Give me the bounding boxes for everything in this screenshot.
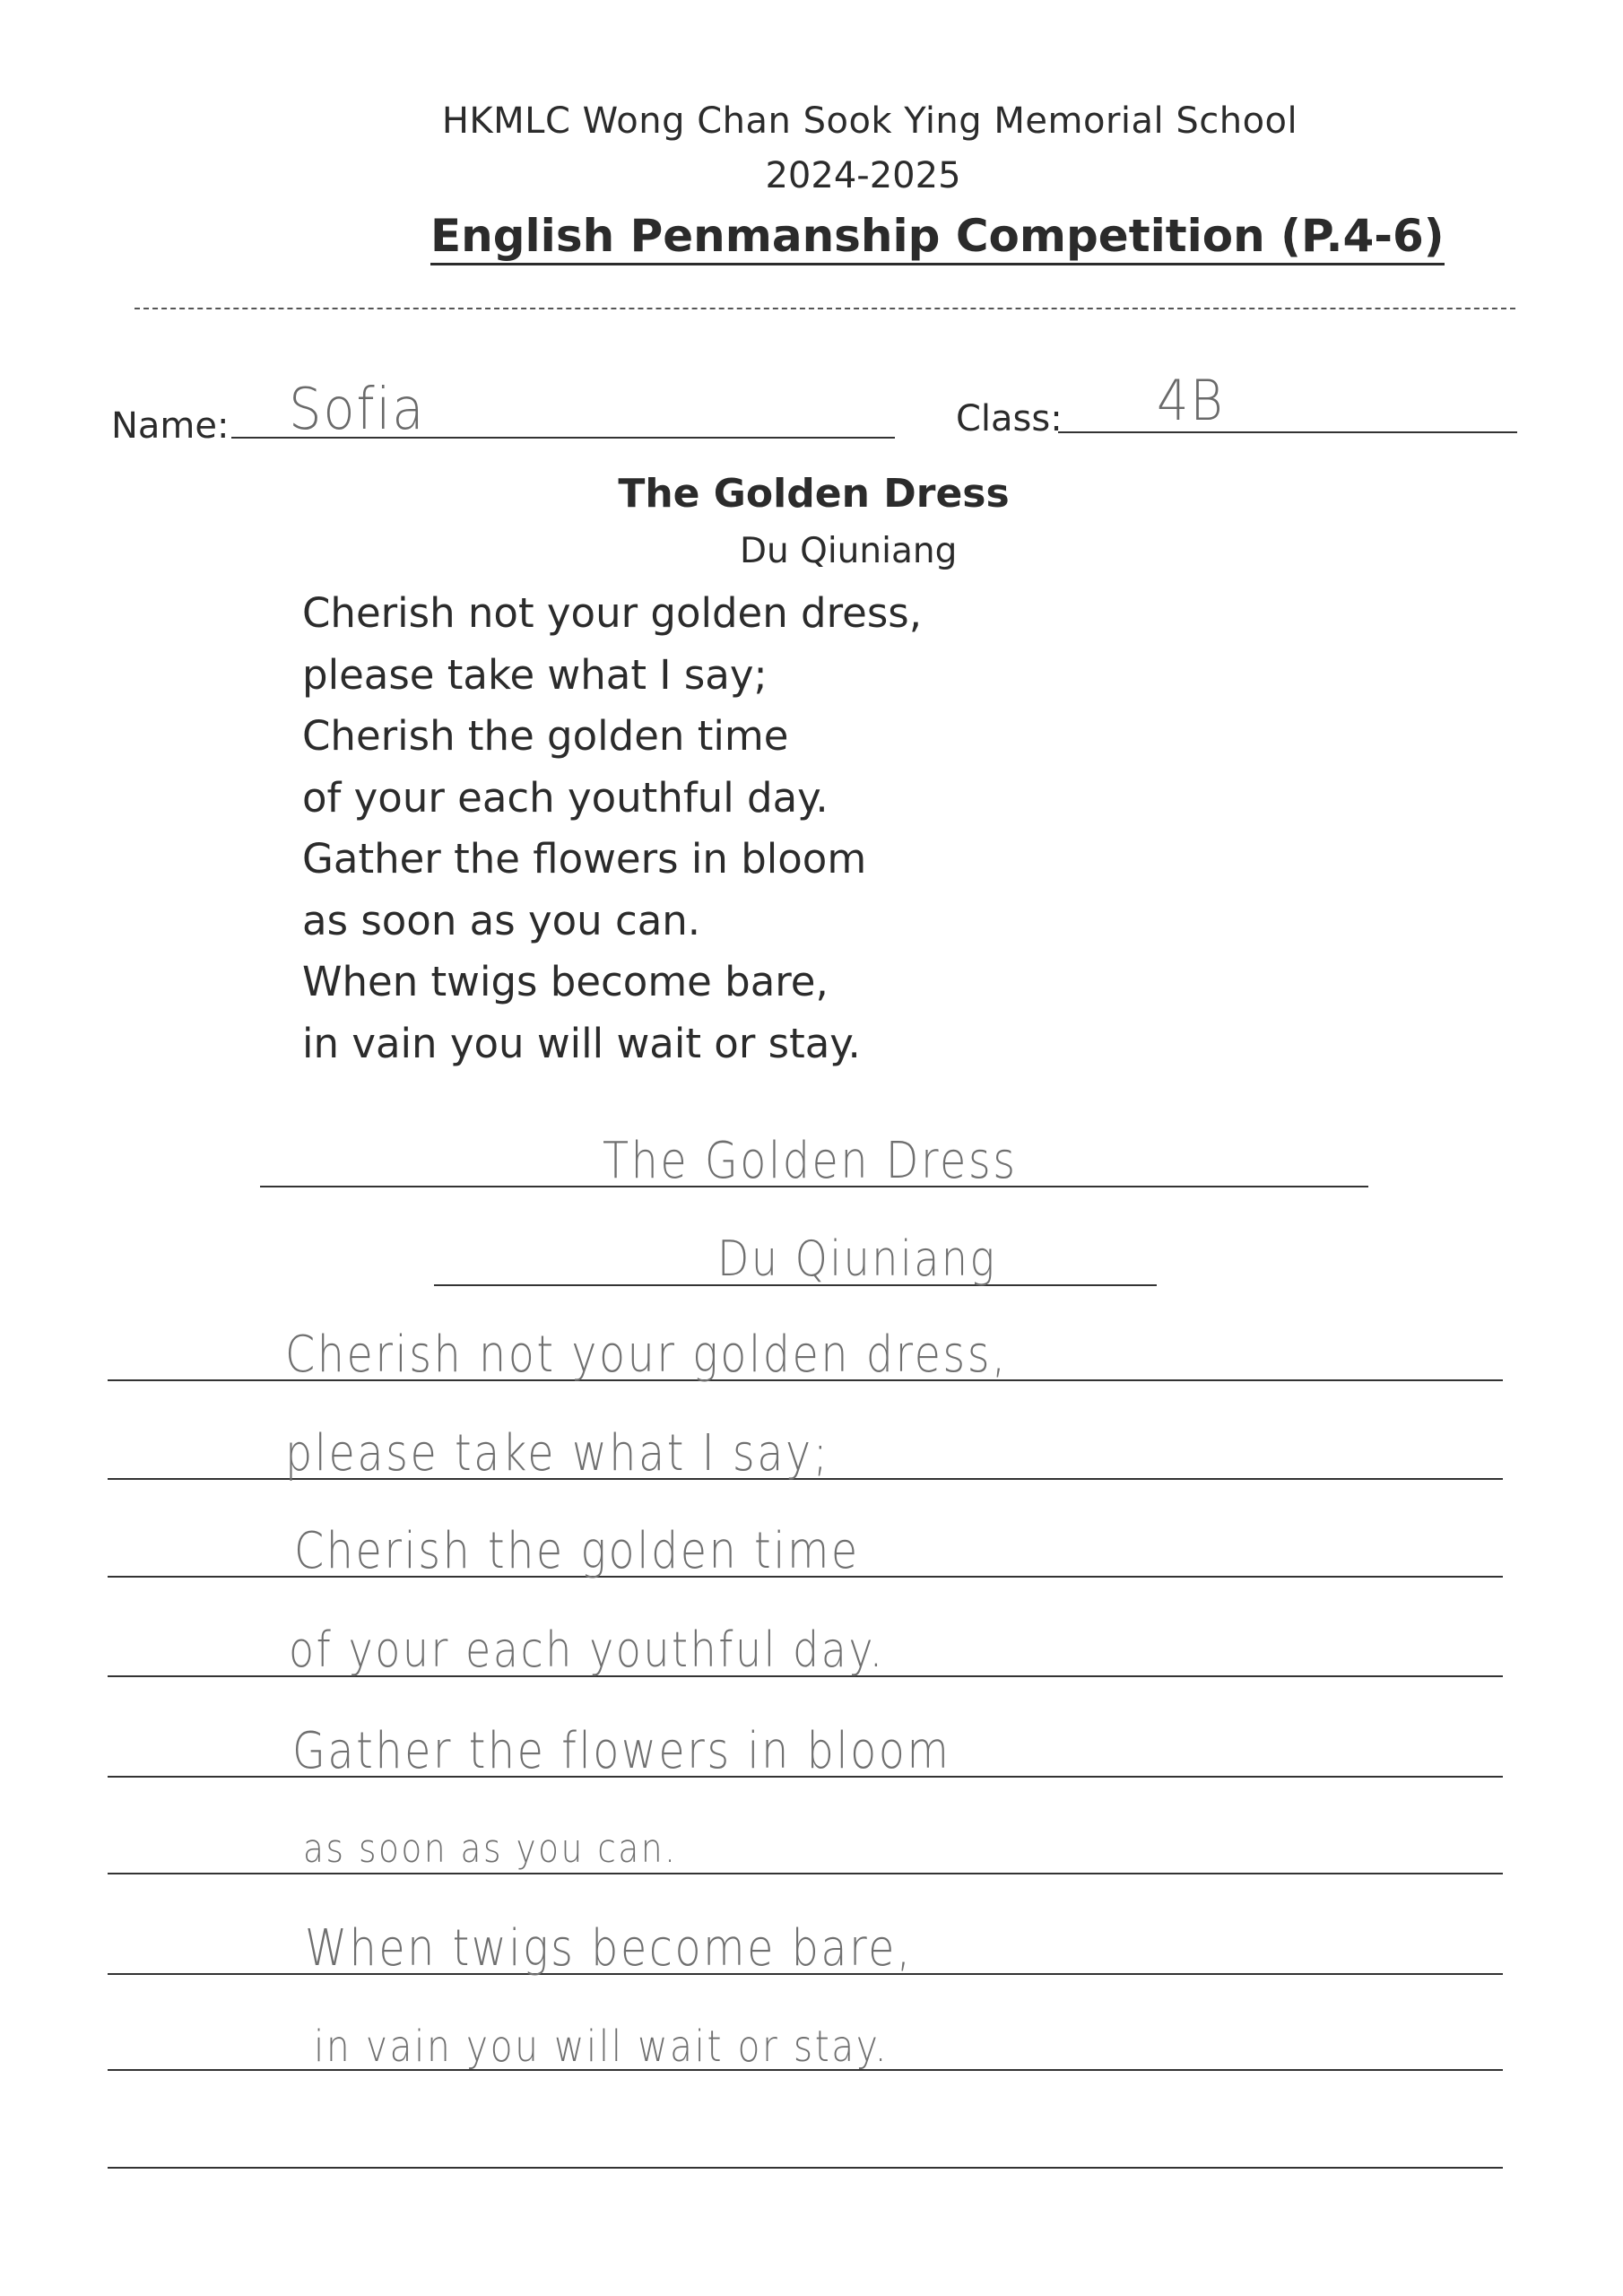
class-handwritten: 4B — [1157, 368, 1225, 433]
writing-line — [108, 1873, 1503, 1874]
poem-line: please take what I say; — [302, 650, 768, 699]
dashed-divider — [135, 308, 1515, 309]
poem-line: When twigs become bare, — [302, 958, 829, 1005]
handwritten-line: When twigs become bare, — [305, 1919, 913, 1978]
class-label: Class: — [956, 398, 1063, 439]
handwritten-title: The Golden Dress — [603, 1132, 1018, 1190]
poem-author: Du Qiuniang — [740, 531, 958, 571]
handwritten-line: in vain you will wait or stay. — [314, 2022, 890, 2072]
school-year: 2024-2025 — [765, 155, 961, 196]
handwritten-line: Cherish not your golden dress, — [285, 1326, 1008, 1384]
poem-line: Cherish the golden time — [302, 712, 789, 760]
school-name: HKMLC Wong Chan Sook Ying Memorial School — [441, 100, 1298, 142]
handwritten-line: Gather the flowers in bloom — [292, 1722, 951, 1780]
class-blank — [1058, 431, 1517, 433]
name-label: Name: — [111, 405, 230, 447]
poem-line: in vain you will wait or stay. — [302, 1019, 861, 1067]
name-handwritten: Sofia — [289, 377, 426, 443]
poem-body — [302, 583, 922, 1074]
handwritten-line: please take what I say; — [285, 1424, 830, 1483]
poem-line: of your each youthful day. — [302, 773, 829, 822]
poem-line: Cherish not your golden dress, — [302, 589, 923, 637]
poem-line: as soon as you can. — [302, 896, 701, 944]
handwritten-line: of your each youthful day. — [289, 1622, 885, 1678]
poem-title: The Golden Dress — [618, 471, 1010, 517]
handwritten-line: Cherish the golden time — [294, 1522, 860, 1580]
writing-line — [108, 2167, 1503, 2169]
handwritten-line: as soon as you can. — [303, 1826, 678, 1872]
handwritten-author: Du Qiuniang — [717, 1231, 997, 1287]
competition-title: English Penmanship Competition (P.4-6) — [430, 211, 1445, 265]
poem-line: Gather the flowers in bloom — [302, 835, 867, 883]
